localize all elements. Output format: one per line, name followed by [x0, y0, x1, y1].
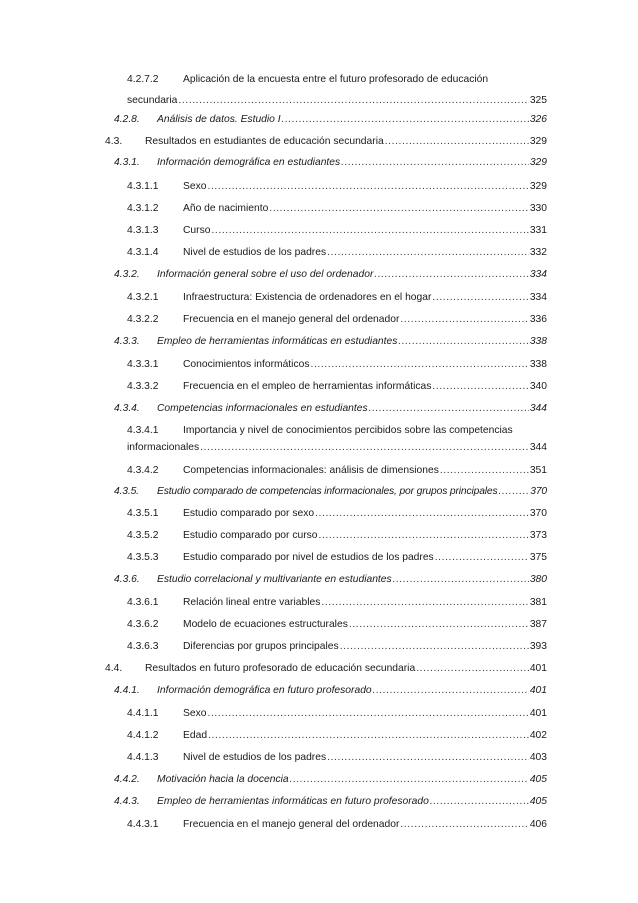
toc-entry-page: 380: [529, 574, 547, 585]
toc-entry-page: 325: [529, 95, 547, 106]
toc-entry-title: Competencias informacionales: análisis de dimensiones: [183, 465, 439, 476]
toc-entry-page: 370: [529, 508, 547, 519]
leader-dots: [178, 94, 528, 108]
toc-entry-page: 375: [529, 552, 547, 563]
toc-entry-page: 403: [529, 752, 547, 763]
toc-entry-title: Sexo: [183, 708, 207, 719]
toc-entry-title: Curso: [183, 225, 211, 236]
leader-dots: [327, 751, 529, 765]
toc-entry-page: 334: [529, 269, 547, 280]
leader-dots: [310, 358, 528, 372]
toc-entry-number: 4.3.4.1: [127, 425, 159, 436]
toc-entry[interactable]: [127, 529, 547, 543]
leader-dots: [432, 380, 528, 394]
toc-entry[interactable]: [127, 202, 547, 216]
toc-entry-number: 4.4.1.3: [127, 752, 159, 763]
toc-entry[interactable]: [127, 464, 547, 478]
toc-entry-page: 334: [529, 292, 547, 303]
toc-entry[interactable]: [127, 729, 547, 743]
toc-entry-title: Estudio correlacional y multivariante en estudiantes: [157, 574, 392, 585]
toc-entry-title: Nivel de estudios de los padres: [183, 247, 327, 258]
toc-entry-number: 4.3.6.2: [127, 619, 159, 630]
toc-entry-number: 4.3.5.2: [127, 530, 159, 541]
toc-entry-page: 405: [529, 796, 547, 807]
toc-entry-title: Diferencias por grupos principales: [183, 641, 339, 652]
toc-entry-page: 331: [529, 225, 547, 236]
leader-dots: [400, 818, 528, 832]
leader-dots: [498, 485, 529, 499]
toc-entry-title: Estudio comparado de competencias informacionales, por grupos principales: [157, 486, 498, 497]
toc-entry-page: 329: [529, 157, 547, 168]
toc-entry-title: Frecuencia en el manejo general del ordenador: [183, 819, 400, 830]
toc-entry[interactable]: [127, 751, 547, 765]
leader-dots: [416, 662, 529, 676]
toc-entry-title: Competencias informacionales en estudiantes: [157, 403, 368, 414]
toc-entry-title: Motivación hacia la docencia: [157, 774, 289, 785]
toc-entry-title: Resultados en estudiantes de educación secundaria: [145, 136, 384, 147]
toc-entry[interactable]: [127, 618, 547, 632]
toc-entry-number: 4.4.1.2: [127, 730, 159, 741]
toc-entry-page: 401: [529, 663, 547, 674]
leader-dots: [385, 135, 529, 149]
leader-dots: [398, 335, 528, 349]
toc-entry-title: Estudio comparado por sexo: [183, 508, 315, 519]
toc-entry-title: Importancia y nivel de conocimientos percibidos sobre las competencias: [183, 425, 513, 436]
toc-entry-page: 402: [529, 730, 547, 741]
toc-entry-page: 405: [529, 774, 547, 785]
toc-entry-number: 4.3.3.1: [127, 359, 159, 370]
leader-dots: [369, 402, 529, 416]
toc-entry-number: 4.3.6.3: [127, 641, 159, 652]
toc-entry-title: Aplicación de la encuesta entre el futuro profesorado de educación: [183, 74, 489, 85]
toc-entry[interactable]: [114, 573, 547, 587]
toc-entry-number: 4.4.: [105, 663, 123, 674]
leader-dots: [282, 113, 529, 127]
toc-entry-page: 401: [529, 685, 547, 696]
toc-entry-number: 4.3.1.: [114, 157, 140, 168]
toc-entry[interactable]: [127, 313, 547, 327]
toc-entry-title: Información demográfica en estudiantes: [157, 157, 341, 168]
toc-entry-page: 340: [529, 381, 547, 392]
toc-entry-page: 329: [529, 136, 547, 147]
toc-entry[interactable]: [114, 773, 547, 787]
toc-entry-page: 332: [529, 247, 547, 258]
toc-entry-page: 373: [529, 530, 547, 541]
toc-entry-page: 370: [530, 486, 547, 497]
leader-dots: [208, 729, 529, 743]
toc-entry-number: 4.3.1.4: [127, 247, 159, 258]
leader-dots: [211, 224, 528, 238]
toc-entry[interactable]: [127, 551, 547, 565]
leader-dots: [435, 551, 529, 565]
toc-entry[interactable]: [127, 224, 547, 238]
toc-entry-number: 4.3.4.2: [127, 465, 159, 476]
toc-entry-number: 4.3.5.3: [127, 552, 159, 563]
toc-entry-title: informacionales: [127, 442, 200, 453]
toc-entry-title: Frecuencia en el empleo de herramientas informáticas: [183, 381, 432, 392]
toc-entry-title: Empleo de herramientas informáticas en estudiantes: [157, 336, 398, 347]
toc-entry-title: Frecuencia en el manejo general del ordenador: [183, 314, 400, 325]
toc-entry-page: 326: [529, 114, 547, 125]
toc-entry-title: secundaria: [127, 95, 178, 106]
toc-entry-title: Infraestructura: Existencia de ordenadores en el hogar: [183, 292, 432, 303]
toc-entry-number: 4.2.8.: [114, 114, 140, 125]
toc-entry-number: 4.3.3.2: [127, 381, 159, 392]
toc-entry-page: 381: [529, 597, 547, 608]
toc-entry-number: 4.4.3.1: [127, 819, 159, 830]
toc-entry[interactable]: [114, 156, 547, 170]
toc-entry-title: Año de nacimiento: [183, 203, 269, 214]
toc-entry-number: 4.2.7.2: [127, 74, 159, 85]
toc-entry-number: 4.3.5.1: [127, 508, 159, 519]
leader-dots: [373, 684, 529, 698]
toc-entry[interactable]: [114, 684, 547, 698]
toc-entry-number: 4.3.2.1: [127, 292, 159, 303]
leader-dots: [207, 180, 528, 194]
leader-dots: [315, 507, 529, 521]
toc-entry[interactable]: [114, 268, 547, 282]
toc-entry[interactable]: [127, 246, 547, 260]
leader-dots: [290, 773, 529, 787]
toc-entry-number: 4.3.1.1: [127, 181, 159, 192]
toc-entry-page: 330: [529, 203, 547, 214]
leader-dots: [321, 596, 528, 610]
toc-entry-title: Modelo de ecuaciones estructurales: [183, 619, 348, 630]
leader-dots: [340, 640, 529, 654]
toc-entry[interactable]: [114, 402, 547, 416]
toc-entry[interactable]: [127, 818, 547, 832]
toc-entry-title: Análisis de datos. Estudio I: [157, 114, 281, 125]
toc-entry-page: 351: [529, 465, 547, 476]
toc-entry-number: 4.3.4.: [114, 403, 140, 414]
toc-entry-title: Relación lineal entre variables: [183, 597, 321, 608]
toc-entry[interactable]: [127, 358, 547, 372]
toc-entry-title: Nivel de estudios de los padres: [183, 752, 327, 763]
toc-entry-title: Resultados en futuro profesorado de educación secundaria: [145, 663, 416, 674]
toc-entry[interactable]: [127, 291, 547, 305]
toc-entry-title: Información demográfica en futuro profesorado: [157, 685, 372, 696]
toc-entry-page: 329: [529, 181, 547, 192]
toc-entry[interactable]: [114, 113, 547, 127]
toc-entry-title: Edad: [183, 730, 208, 741]
toc-entry-title: Sexo: [183, 181, 207, 192]
toc-entry-number: 4.4.1.1: [127, 708, 159, 719]
toc-entry[interactable]: [114, 335, 547, 349]
leader-dots: [349, 618, 529, 632]
toc-entry-number: 4.3.1.2: [127, 203, 159, 214]
toc-entry-page: 393: [529, 641, 547, 652]
leader-dots: [207, 707, 528, 721]
toc-entry-number: 4.3.6.1: [127, 597, 159, 608]
toc-entry[interactable]: [127, 596, 547, 610]
toc-entry[interactable]: [127, 707, 547, 721]
toc-entry-number: 4.3.2.2: [127, 314, 159, 325]
leader-dots: [440, 464, 529, 478]
toc-entry-page: 344: [529, 403, 547, 414]
toc-entry[interactable]: [114, 795, 547, 809]
toc-entry-page: 338: [529, 359, 547, 370]
leader-dots: [319, 529, 529, 543]
toc-entry-page: 387: [529, 619, 547, 630]
toc-entry-page: 401: [529, 708, 547, 719]
toc-entry-page: 336: [529, 314, 547, 325]
toc-entry[interactable]: [114, 485, 547, 499]
toc-entry-number: 4.3.2.: [114, 269, 140, 280]
toc-entry-title: Empleo de herramientas informáticas en futuro profesorado: [157, 796, 429, 807]
toc-entry-number: 4.3.5.: [114, 486, 139, 497]
toc-entry-title: Estudio comparado por curso: [183, 530, 318, 541]
leader-dots: [432, 291, 528, 305]
leader-dots: [430, 795, 529, 809]
leader-dots: [269, 202, 529, 216]
toc-entry-page: 406: [529, 819, 547, 830]
leader-dots: [327, 246, 529, 260]
toc-entry-number: 4.3.: [105, 136, 123, 147]
leader-dots: [200, 441, 529, 455]
leader-dots: [341, 156, 529, 170]
toc-entry-number: 4.4.3.: [114, 796, 140, 807]
leader-dots: [400, 313, 528, 327]
toc-entry-number: 4.3.1.3: [127, 225, 159, 236]
toc-entry[interactable]: [127, 380, 547, 394]
toc-entry-page: 338: [529, 336, 547, 347]
toc-entry[interactable]: [105, 135, 547, 149]
leader-dots: [393, 573, 529, 587]
toc-entry-number: 4.3.6.: [114, 574, 140, 585]
toc-entry[interactable]: [127, 507, 547, 521]
leader-dots: [374, 268, 528, 282]
toc-entry[interactable]: [127, 640, 547, 654]
toc-entry-number: 4.4.1.: [114, 685, 140, 696]
toc-entry-number: 4.3.3.: [114, 336, 140, 347]
toc-entry-title: Estudio comparado por nivel de estudios de los padres: [183, 552, 434, 563]
toc-entry[interactable]: [127, 180, 547, 194]
toc-entry-page: 344: [529, 442, 547, 453]
toc-entry[interactable]: [105, 662, 547, 676]
toc-entry-title: Información general sobre el uso del ordenador: [157, 269, 374, 280]
toc-entry-title: Conocimientos informáticos: [183, 359, 310, 370]
toc-entry-number: 4.4.2.: [114, 774, 140, 785]
